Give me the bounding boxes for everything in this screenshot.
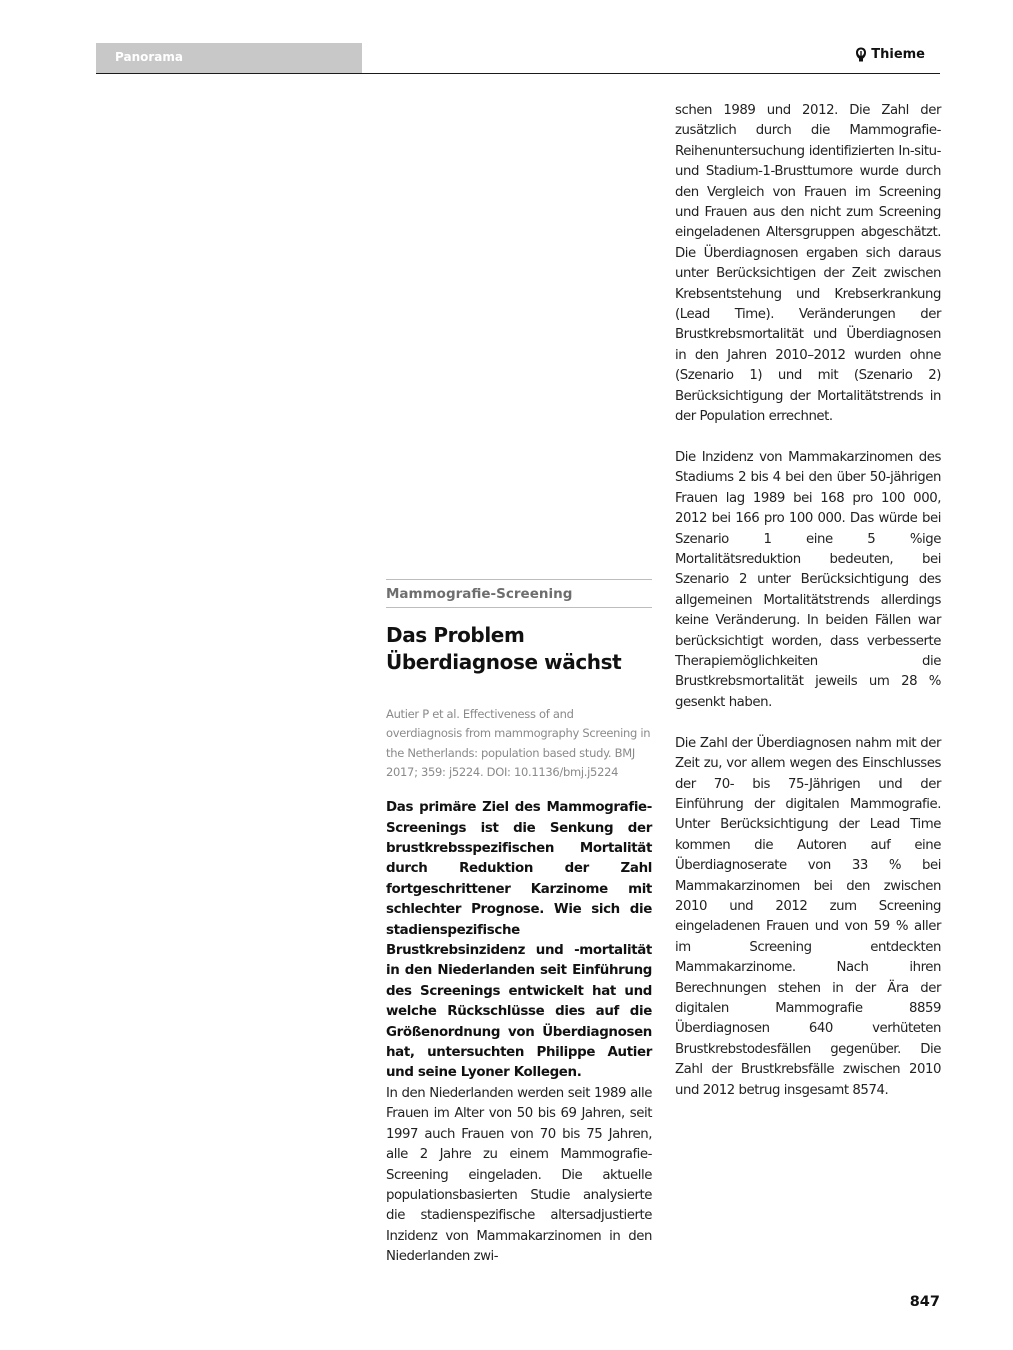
article-reference: Autier P et al. Effectiveness of and overdiagnosis from mammography Screening in the Netherlands: population based study. BMJ 2017; 359: j5224. DOI: 10.1136/bmj.j5224	[386, 707, 651, 779]
article-column-right	[675, 101, 941, 1101]
section-label: Panorama	[115, 50, 183, 64]
body-paragraph: schen 1989 und 2012. Die Zahl der zusätzlich durch die Mammografie-Reihenuntersuchung identifizierten In-situ- und Stadium-1-Brusttumore wurde durch den Vergleich von Frauen im Screening und Frauen aus den nicht zum Screening eingeladenen Altersgruppen abgeschätzt. Die Überdiagnosen ergaben sich daraus unter Berücksichtigen der Zeit zwischen Krebsentstehung und Krebserkrankung (Lead Time). Veränderungen der Brustkrebsmortalität und Überdiagnosen in den Jahren 2010–2012 wurden ohne (Szenario 1) und mit (Szenario 2) Berücksichtigung der Mortalitätstrends in der Population errechnet.	[675, 103, 941, 425]
publisher-name: Thieme	[871, 47, 925, 62]
body-paragraph: Die Inzidenz von Mammakarzinomen des Stadiums 2 bis 4 bei den über 50-jährigen Frauen lag 1989 bei 168 pro 100 000, 2012 bei 166 pro 100 000. Das würde bei Szenario 1 eine 5 %ige Mortalitätsreduktion bedeuten, bei Szenario 2 unter Berücksichtigung des allgemeinen Mortalitätstrends allerdings keine Veränderung. In beiden Fällen war berücksichtigt worden, dass verbesserte Therapiemöglichkeiten die Brustkrebsmortalität jeweils um 28 % gesenkt haben.	[675, 450, 941, 710]
section-tab	[96, 43, 362, 74]
kicker-rule-bottom	[386, 607, 652, 608]
article-lead: Das primäre Ziel des Mammografie-Screenings ist die Senkung der brustkrebsspezifischen Mortalität durch Reduktion der Zahl fortgeschrittener Karzinome mit schlechter Prognose. Wie sich die stadienspezifische Brustkrebsinzidenz und -mortalität in den Niederlanden seit Einführung des Screenings entwickelt hat und welche Rückschlüsse dies auf die Größenordnung von Überdiagnosen hat, untersuchten Philippe Autier und seine Lyoner Kollegen.	[386, 800, 652, 1081]
thieme-logo-icon	[855, 47, 867, 62]
body-paragraph: In den Niederlanden werden seit 1989 alle Frauen im Alter von 50 bis 69 Jahren, seit 1997 auch Frauen von 70 bis 75 Jahren, alle 2 Jahre zu einem Mammografie-Screening eingeladen. Die aktuelle populationsbasierten Studie analysierte die stadienspezifische altersadjustierte Inzidenz von Mammakarzinomen in den Niederlanden zwi-	[386, 1085, 652, 1265]
article-title: Das Problem Überdiagnose wächst	[386, 623, 622, 674]
article-column-left	[386, 579, 652, 1268]
article-kicker: Mammografie-Screening	[386, 586, 573, 602]
page-number: 847	[909, 1294, 940, 1310]
body-paragraph: Die Zahl der Überdiagnosen nahm mit der Zeit zu, vor allem wegen des Einschlusses der 70- bis 75-Jährigen und der Einführung der digitalen Mammografie. Unter Berücksichtigung der Lead Time kommen die Autoren auf eine Überdiagnoserate von 33 % bei Mammakarzinomen bei den zwischen 2010 und 2012 zum Screening eingeladenen Frauen und von 59 % aller im Screening entdeckten Mammakarzinome. Nach ihren Berechnungen stehen in der Ära der digitalen Mammografie 8859 Überdiagnosen 640 verhüteten Brustkrebstodesfällen gegenüber. Die Zahl der Brustkrebsfälle zwischen 2010 und 2012 betrug insgesamt 8574.	[675, 735, 941, 1098]
publisher-brand	[855, 47, 925, 62]
header-rule	[96, 73, 940, 74]
